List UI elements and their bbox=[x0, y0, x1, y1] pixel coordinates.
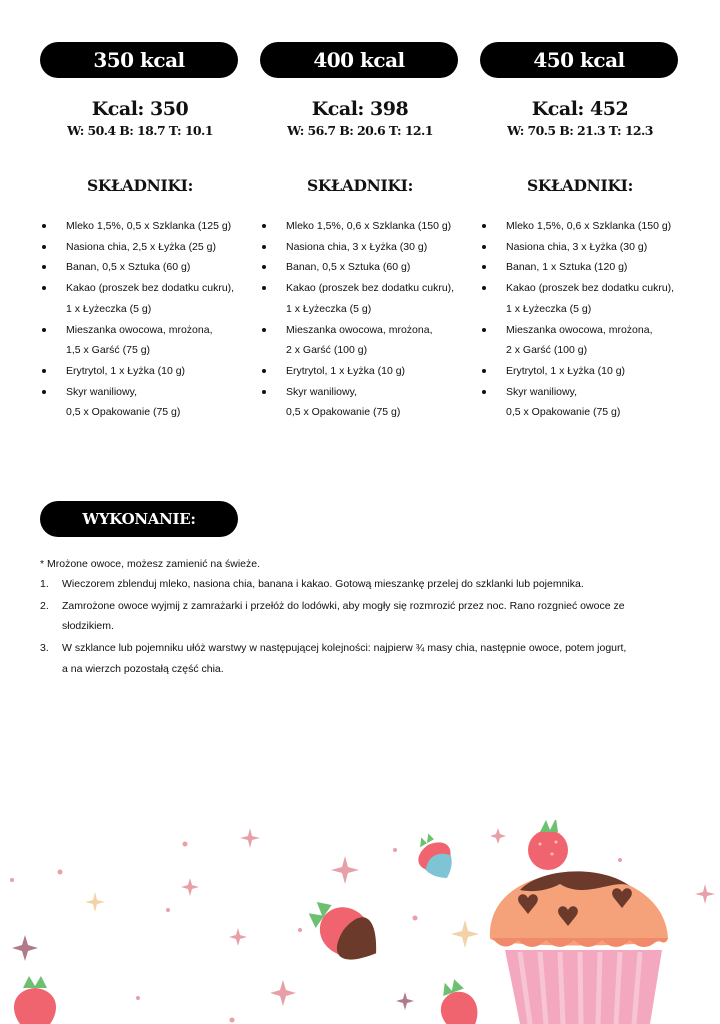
ingredient-text: Nasiona chia, 3 x Łyżka (30 g) bbox=[506, 240, 648, 253]
ingredient-item bbox=[260, 237, 460, 258]
ingredient-text: Mleko 1,5%, 0,5 x Szklanka (125 g) bbox=[66, 220, 232, 232]
ingredient-list bbox=[260, 216, 460, 423]
ingredient-text: Mieszanka owocowa, mrożona, bbox=[66, 323, 213, 336]
ingredient-item bbox=[480, 382, 680, 423]
ingredient-text: Banan, 1 x Sztuka (120 g) bbox=[506, 261, 628, 274]
ingredient-item bbox=[260, 320, 460, 361]
strawberry-icon bbox=[408, 828, 462, 887]
ingredient-item bbox=[480, 216, 680, 237]
ingredient-text: 1 x Łyżeczka (5 g) bbox=[286, 302, 372, 315]
ingredient-item bbox=[40, 237, 240, 258]
ingredient-text: Mleko 1,5%, 0,6 x Szklanka (150 g) bbox=[286, 220, 452, 232]
instruction-step bbox=[40, 638, 660, 679]
instructions-note: * Mrożone owoce, możesz zamienić na świeże. bbox=[40, 558, 261, 570]
step-text: Zamrożone owoce wyjmij z zamrażarki i przełóż do lodówki, aby mogły się rozmrozić przez noc. Rano rozgnieć owoce ze bbox=[62, 599, 625, 612]
ingredient-text: Erytrytol, 1 x Łyżka (10 g) bbox=[66, 364, 186, 377]
instruction-steps bbox=[40, 574, 660, 681]
ingredient-text: Kakao (proszek bez dodatku cukru), bbox=[66, 282, 235, 295]
step-text: W szklance lub pojemniku ułóż warstwy w następującej kolejności: najpierw ¾ masy chia, następnie owoce, potem jogurt, bbox=[62, 642, 627, 655]
ingredient-text: Kakao (proszek bez dodatku cukru), bbox=[506, 282, 675, 295]
ingredient-item bbox=[260, 361, 460, 382]
instructions-title: WYKONANIE: bbox=[40, 501, 238, 537]
kcal-heading: Kcal: 350 bbox=[91, 98, 189, 120]
ingredient-text: Mleko 1,5%, 0,6 x Szklanka (150 g) bbox=[506, 220, 672, 232]
instruction-step bbox=[40, 596, 660, 637]
ingredient-text: Skyr waniliowy, bbox=[506, 385, 577, 398]
step-number: 2. bbox=[40, 599, 49, 612]
ingredient-text: Erytrytol, 1 x Łyżka (10 g) bbox=[286, 364, 406, 377]
ingredient-item bbox=[260, 257, 460, 278]
ingredient-item bbox=[480, 237, 680, 258]
ingredient-text: Mieszanka owocowa, mrożona, bbox=[286, 323, 433, 336]
variant-column bbox=[480, 42, 680, 423]
step-number: 1. bbox=[40, 578, 49, 590]
ingredient-item bbox=[260, 382, 460, 423]
strawberry-icon bbox=[299, 889, 390, 972]
macros-line: W: 50.4 B: 18.7 T: 10.1 bbox=[67, 123, 213, 138]
ingredient-item bbox=[40, 361, 240, 382]
ingredient-item bbox=[480, 278, 680, 319]
kcal-heading: Kcal: 452 bbox=[531, 98, 629, 120]
ingredient-text: 1,5 x Garść (75 g) bbox=[66, 344, 151, 357]
ingredient-text: Nasiona chia, 2,5 x Łyżka (25 g) bbox=[66, 240, 216, 253]
ingredient-text: 1 x Łyżeczka (5 g) bbox=[506, 302, 592, 315]
kcal-pill: 450 kcal bbox=[480, 42, 678, 78]
kcal-heading: Kcal: 398 bbox=[311, 98, 409, 120]
step-number: 3. bbox=[40, 642, 49, 655]
ingredients-title: SKŁADNIKI: bbox=[307, 176, 413, 195]
ingredients-title: SKŁADNIKI: bbox=[87, 176, 193, 195]
ingredient-item bbox=[40, 320, 240, 361]
ingredient-item bbox=[260, 278, 460, 319]
ingredient-text: Skyr waniliowy, bbox=[66, 385, 137, 398]
strawberry-icon bbox=[432, 975, 486, 1024]
recipe-variants bbox=[40, 42, 680, 442]
ingredient-text: Erytrytol, 1 x Łyżka (10 g) bbox=[506, 364, 626, 377]
strawberry-icon bbox=[14, 976, 56, 1024]
ingredient-item bbox=[480, 320, 680, 361]
ingredient-item bbox=[480, 257, 680, 278]
ingredient-item bbox=[40, 382, 240, 423]
ingredient-text: Banan, 0,5 x Sztuka (60 g) bbox=[286, 261, 411, 274]
ingredient-text: 2 x Garść (100 g) bbox=[506, 344, 588, 357]
ingredient-item bbox=[40, 278, 240, 319]
macros-line: W: 70.5 B: 21.3 T: 12.3 bbox=[507, 123, 653, 138]
ingredient-text: Kakao (proszek bez dodatku cukru), bbox=[286, 282, 455, 295]
ingredient-item bbox=[40, 257, 240, 278]
kcal-pill: 400 kcal bbox=[260, 42, 458, 78]
ingredient-text: Nasiona chia, 3 x Łyżka (30 g) bbox=[286, 240, 428, 253]
ingredient-text: 1 x Łyżeczka (5 g) bbox=[66, 302, 152, 315]
kcal-pill: 350 kcal bbox=[40, 42, 238, 78]
ingredient-item bbox=[260, 216, 460, 237]
cupcake-icon bbox=[490, 820, 668, 1024]
dessert-illustration bbox=[0, 820, 720, 1024]
step-text: Wieczorem zblenduj mleko, nasiona chia, banana i kakao. Gotową mieszankę przelej do szklanki lub pojemnika. bbox=[62, 578, 584, 590]
step-text: słodzikiem. bbox=[62, 620, 114, 633]
ingredient-text: Skyr waniliowy, bbox=[286, 385, 357, 398]
variant-column bbox=[260, 42, 460, 423]
ingredient-text: 0,5 x Opakowanie (75 g) bbox=[506, 406, 621, 419]
ingredient-text: Banan, 0,5 x Sztuka (60 g) bbox=[66, 261, 191, 274]
macros-line: W: 56.7 B: 20.6 T: 12.1 bbox=[287, 123, 433, 138]
ingredient-text: 2 x Garść (100 g) bbox=[286, 344, 368, 357]
ingredient-item bbox=[40, 216, 240, 237]
ingredient-text: 0,5 x Opakowanie (75 g) bbox=[66, 406, 181, 419]
ingredient-list bbox=[480, 216, 680, 423]
ingredient-text: 0,5 x Opakowanie (75 g) bbox=[286, 406, 401, 419]
step-text: a na wierzch pozostałą część chia. bbox=[62, 662, 224, 675]
ingredient-item bbox=[480, 361, 680, 382]
instruction-step bbox=[40, 574, 660, 595]
ingredient-text: Mieszanka owocowa, mrożona, bbox=[506, 323, 653, 336]
ingredients-title: SKŁADNIKI: bbox=[527, 176, 633, 195]
variant-column bbox=[40, 42, 240, 423]
ingredient-list bbox=[40, 216, 240, 423]
